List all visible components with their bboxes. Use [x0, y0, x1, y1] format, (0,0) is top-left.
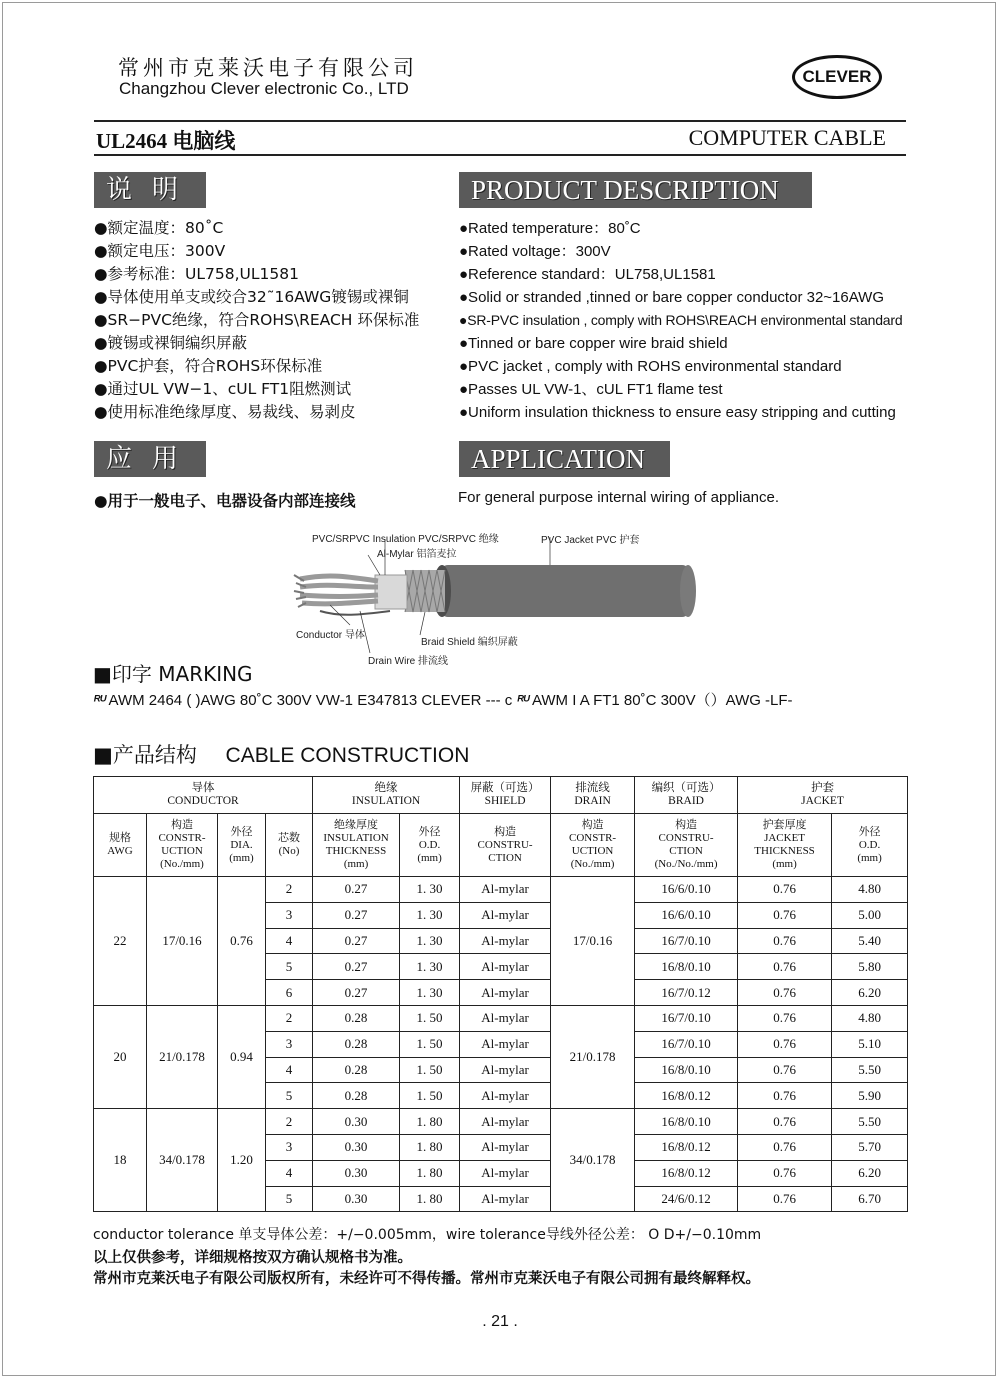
application-heading-en: APPLICATION: [459, 441, 670, 477]
description-item-cn: ●使用标准绝缘厚度、易裁线、易剥皮: [94, 403, 356, 421]
diagram-label-insulation: PVC/SRPVC Insulation PVC/SRPVC 绝缘: [312, 534, 499, 545]
cores-cell: 5: [266, 1083, 313, 1109]
ul-logo-icon: ᴿᵁ: [93, 692, 106, 708]
braid-cell: 16/8/0.10: [635, 1109, 738, 1135]
pvc-jacket: [440, 565, 690, 617]
group-header-insulation: 绝缘 INSULATION: [313, 777, 460, 814]
description-item-cn: ●通过UL VW−1、cUL FT1阻燃测试: [94, 380, 352, 398]
description-item-cn: ●PVC护套，符合ROHS环保标准: [94, 357, 323, 375]
jacket-od-cell: 4.80: [832, 1005, 908, 1031]
shield-cell: Al-mylar: [460, 1186, 551, 1212]
conductor-construction-cell: 17/0.16: [147, 877, 218, 1006]
description-item-en: ●Reference standard：UL758,UL1581: [459, 266, 716, 283]
insulation-thickness-cell: 0.28: [313, 1031, 400, 1057]
shield-cell: Al-mylar: [460, 1005, 551, 1031]
insulation-od-cell: 1. 30: [400, 980, 460, 1006]
jacket-od-cell: 5.70: [832, 1134, 908, 1160]
description-list-cn: [94, 217, 419, 424]
shield-cell: Al-mylar: [460, 902, 551, 928]
insulated-cores: [300, 576, 378, 604]
conductor-construction-cell: 21/0.178: [147, 1005, 218, 1108]
shield-cell: Al-mylar: [460, 877, 551, 903]
description-item-cn: ●SR−PVC绝缘，符合ROHS\REACH 环保标准: [94, 311, 420, 329]
braid-cell: 16/8/0.10: [635, 1057, 738, 1083]
cores-cell: 4: [266, 1057, 313, 1083]
jacket-od-cell: 6.20: [832, 980, 908, 1006]
column-header: 芯数 (No): [266, 814, 313, 877]
insulation-thickness-cell: 0.30: [313, 1186, 400, 1212]
table-column-header: [94, 814, 908, 877]
jacket-thickness-cell: 0.76: [738, 1005, 832, 1031]
table-group-header: [94, 777, 908, 814]
insulation-thickness-cell: 0.27: [313, 928, 400, 954]
jacket-od-cell: 5.80: [832, 954, 908, 980]
application-heading-cn: 应用: [94, 441, 206, 477]
jacket-od-cell: 5.00: [832, 902, 908, 928]
diagram-label-drain: Drain Wire 排流线: [368, 656, 449, 667]
insulation-thickness-cell: 0.30: [313, 1134, 400, 1160]
diagram-label-braid: Braid Shield 编织屏蔽: [421, 637, 518, 648]
description-item-en: ●PVC jacket , comply with ROHS environmental standard: [459, 358, 842, 375]
column-header: 构造 CONSTR- UCTION (No./mm): [147, 814, 218, 877]
group-header-drain: 排流线 DRAIN: [551, 777, 635, 814]
jacket-thickness-cell: 0.76: [738, 1031, 832, 1057]
jacket-thickness-cell: 0.76: [738, 1083, 832, 1109]
description-item-cn: ●镀锡或裸铜编织屏蔽: [94, 334, 248, 352]
description-item-cn: ●额定温度：80˚C: [94, 219, 224, 237]
jacket-thickness-cell: 0.76: [738, 928, 832, 954]
table-row: [94, 1109, 908, 1135]
cores-cell: 2: [266, 1005, 313, 1031]
awg-cell: 22: [94, 877, 147, 1006]
shield-cell: Al-mylar: [460, 1134, 551, 1160]
conductor-dia-cell: 0.76: [218, 877, 266, 1006]
application-text-cn: ●用于一般电子、电器设备内部连接线: [94, 492, 356, 510]
jacket-od-cell: 5.10: [832, 1031, 908, 1057]
insulation-od-cell: 1. 30: [400, 928, 460, 954]
jacket-thickness-cell: 0.76: [738, 1160, 832, 1186]
column-header: 规格 AWG: [94, 814, 147, 877]
description-list-en: [459, 217, 902, 424]
drain-wire: [320, 611, 390, 615]
drain-cell: 17/0.16: [551, 877, 635, 1006]
group-header-jacket: 护套 JACKET: [738, 777, 908, 814]
group-header-shield: 屏蔽（可选） SHIELD: [460, 777, 551, 814]
group-header-braid: 编织（可选） BRAID: [635, 777, 738, 814]
shield-cell: Al-mylar: [460, 1160, 551, 1186]
application-text-en: For general purpose internal wiring of appliance.: [458, 489, 780, 506]
braid-cell: 16/8/0.12: [635, 1083, 738, 1109]
jacket-thickness-cell: 0.76: [738, 980, 832, 1006]
diagram-label-conductor: Conductor 导体: [296, 630, 365, 641]
insulation-od-cell: 1. 50: [400, 1083, 460, 1109]
column-header: 外径 O.D. (mm): [400, 814, 460, 877]
insulation-thickness-cell: 0.27: [313, 877, 400, 903]
insulation-thickness-cell: 0.28: [313, 1005, 400, 1031]
insulation-thickness-cell: 0.27: [313, 954, 400, 980]
page-number: . 21 .: [482, 1313, 518, 1330]
cores-cell: 3: [266, 902, 313, 928]
description-item-en: ●Rated voltage：300V: [459, 243, 611, 260]
column-header: 构造 CONSTRU- CTION (No./No./mm): [635, 814, 738, 877]
cores-cell: 4: [266, 1160, 313, 1186]
column-header: 护套厚度 JACKET THICKNESS (mm): [738, 814, 832, 877]
group-header-conductor: 导体 CONDUCTOR: [94, 777, 313, 814]
description-heading-en: PRODUCT DESCRIPTION: [459, 172, 812, 208]
braid-cell: 16/8/0.12: [635, 1134, 738, 1160]
braid-cell: 16/6/0.10: [635, 877, 738, 903]
description-heading-cn: 说明: [94, 172, 206, 208]
description-item-en: ●Rated temperature：80˚C: [459, 220, 641, 237]
al-mylar-layer: [375, 575, 407, 609]
drain-cell: 34/0.178: [551, 1109, 635, 1212]
cores-cell: 3: [266, 1031, 313, 1057]
jacket-thickness-cell: 0.76: [738, 954, 832, 980]
shield-cell: Al-mylar: [460, 954, 551, 980]
marking-heading: ■印字 MARKING: [93, 662, 253, 686]
jacket-od-cell: 5.90: [832, 1083, 908, 1109]
cores-cell: 5: [266, 1186, 313, 1212]
jacket-od-cell: 6.70: [832, 1186, 908, 1212]
insulation-od-cell: 1. 80: [400, 1186, 460, 1212]
insulation-thickness-cell: 0.27: [313, 980, 400, 1006]
jacket-od-cell: 5.40: [832, 928, 908, 954]
jacket-od-cell: 6.20: [832, 1160, 908, 1186]
jacket-thickness-cell: 0.76: [738, 902, 832, 928]
insulation-od-cell: 1. 30: [400, 877, 460, 903]
insulation-od-cell: 1. 80: [400, 1134, 460, 1160]
tolerance-note: conductor tolerance 单支导体公差：+/−0.005mm，wire tolerance导线外径公差： O D+/−0.10mm: [93, 1227, 762, 1243]
shield-cell: Al-mylar: [460, 1031, 551, 1057]
diagram-label-almylar: Al-Mylar 铝箔麦拉: [377, 549, 457, 560]
construction-heading-en: CABLE CONSTRUCTION: [225, 744, 470, 767]
jacket-end: [680, 565, 696, 617]
cores-cell: 4: [266, 928, 313, 954]
description-item-en: ●Solid or stranded ,tinned or bare copper conductor 32~16AWG: [459, 289, 885, 306]
insulation-thickness-cell: 0.28: [313, 1057, 400, 1083]
construction-heading: [93, 739, 469, 769]
insulation-thickness-cell: 0.30: [313, 1160, 400, 1186]
product-title-cn: UL2464 电脑线: [96, 129, 236, 153]
cores-cell: 6: [266, 980, 313, 1006]
shield-cell: Al-mylar: [460, 1057, 551, 1083]
insulation-od-cell: 1. 30: [400, 902, 460, 928]
braid-cell: 16/8/0.10: [635, 954, 738, 980]
cable-construction-table: [93, 776, 908, 1212]
cores-cell: 5: [266, 954, 313, 980]
insulation-od-cell: 1. 80: [400, 1109, 460, 1135]
insulation-od-cell: 1. 50: [400, 1005, 460, 1031]
description-item-cn: ●导体使用单支或绞合32˜16AWG镀锡或裸铜: [94, 288, 409, 306]
description-item-en: ●SR-PVC insulation , comply with ROHS\REACH environmental standard: [459, 312, 903, 328]
table-row: [94, 877, 908, 903]
conductor-dia-cell: 1.20: [218, 1109, 266, 1212]
shield-cell: Al-mylar: [460, 928, 551, 954]
ul-logo-icon: ᴿᵁ: [516, 692, 529, 708]
insulation-thickness-cell: 0.28: [313, 1083, 400, 1109]
jacket-thickness-cell: 0.76: [738, 1109, 832, 1135]
description-item-en: ●Passes UL VW-1、cUL FT1 flame test: [459, 381, 723, 398]
braid-cell: 16/7/0.10: [635, 1005, 738, 1031]
insulation-thickness-cell: 0.27: [313, 902, 400, 928]
cores-cell: 2: [266, 877, 313, 903]
shield-cell: Al-mylar: [460, 1083, 551, 1109]
column-header: 外径 O.D. (mm): [832, 814, 908, 877]
column-header: 构造 CONSTR- UCTION (No./mm): [551, 814, 635, 877]
description-item-en: ●Uniform insulation thickness to ensure easy stripping and cutting: [459, 404, 896, 421]
shield-cell: Al-mylar: [460, 1109, 551, 1135]
copyright-note: 常州市克莱沃电子有限公司版权所有，未经许可不得传播。常州市克莱沃电子有限公司拥有最终解释权。: [93, 1271, 760, 1287]
insulation-thickness-cell: 0.30: [313, 1109, 400, 1135]
braid-cell: 16/6/0.10: [635, 902, 738, 928]
description-item-cn: ●参考标准：UL758,UL1581: [94, 265, 299, 283]
marking-text: [93, 689, 793, 710]
jacket-thickness-cell: 0.76: [738, 1186, 832, 1212]
clever-logo: CLEVER: [792, 55, 882, 99]
jacket-thickness-cell: 0.76: [738, 1057, 832, 1083]
header-top-rule: [94, 120, 906, 122]
braid-cell: 16/7/0.10: [635, 928, 738, 954]
company-name-en: Changzhou Clever electronic Co., LTD: [119, 79, 409, 98]
jacket-thickness-cell: 0.76: [738, 1134, 832, 1160]
description-item-en: ●Tinned or bare copper wire braid shield: [459, 335, 728, 352]
braid-cell: 16/8/0.12: [635, 1160, 738, 1186]
conductor-construction-cell: 34/0.178: [147, 1109, 218, 1212]
braid-cell: 16/7/0.12: [635, 980, 738, 1006]
table-row: [94, 1005, 908, 1031]
marking-text-2: AWM I A FT1 80˚C 300V（）AWG -LF-: [531, 692, 793, 709]
jacket-od-cell: 4.80: [832, 877, 908, 903]
jacket-od-cell: 5.50: [832, 1109, 908, 1135]
braid-cell: 16/7/0.10: [635, 1031, 738, 1057]
braid-cell: 24/6/0.12: [635, 1186, 738, 1212]
product-title-en: COMPUTER CABLE: [688, 125, 886, 150]
construction-heading-cn: ■产品结构: [93, 743, 197, 767]
marking-text-1: AWM 2464 ( )AWG 80˚C 300V VW-1 E347813 CLEVER --- c: [108, 692, 513, 709]
column-header: 外径 DIA. (mm): [218, 814, 266, 877]
insulation-od-cell: 1. 50: [400, 1057, 460, 1083]
header-bottom-rule: [94, 154, 906, 156]
company-name-cn: 常州市克莱沃电子有限公司: [118, 56, 418, 80]
insulation-od-cell: 1. 80: [400, 1160, 460, 1186]
column-header: 构造 CONSTRU- CTION: [460, 814, 551, 877]
conductor-dia-cell: 0.94: [218, 1005, 266, 1108]
awg-cell: 20: [94, 1005, 147, 1108]
shield-cell: Al-mylar: [460, 980, 551, 1006]
cores-cell: 3: [266, 1134, 313, 1160]
insulation-od-cell: 1. 50: [400, 1031, 460, 1057]
drain-cell: 21/0.178: [551, 1005, 635, 1108]
diagram-label-jacket: PVC Jacket PVC 护套: [541, 535, 640, 546]
insulation-od-cell: 1. 30: [400, 954, 460, 980]
cores-cell: 2: [266, 1109, 313, 1135]
jacket-thickness-cell: 0.76: [738, 877, 832, 903]
description-item-cn: ●额定电压：300V: [94, 242, 226, 260]
reference-note: 以上仅供参考，详细规格按双方确认规格书为准。: [93, 1250, 412, 1266]
jacket-od-cell: 5.50: [832, 1057, 908, 1083]
awg-cell: 18: [94, 1109, 147, 1212]
column-header: 绝缘厚度 INSULATION THICKNESS (mm): [313, 814, 400, 877]
